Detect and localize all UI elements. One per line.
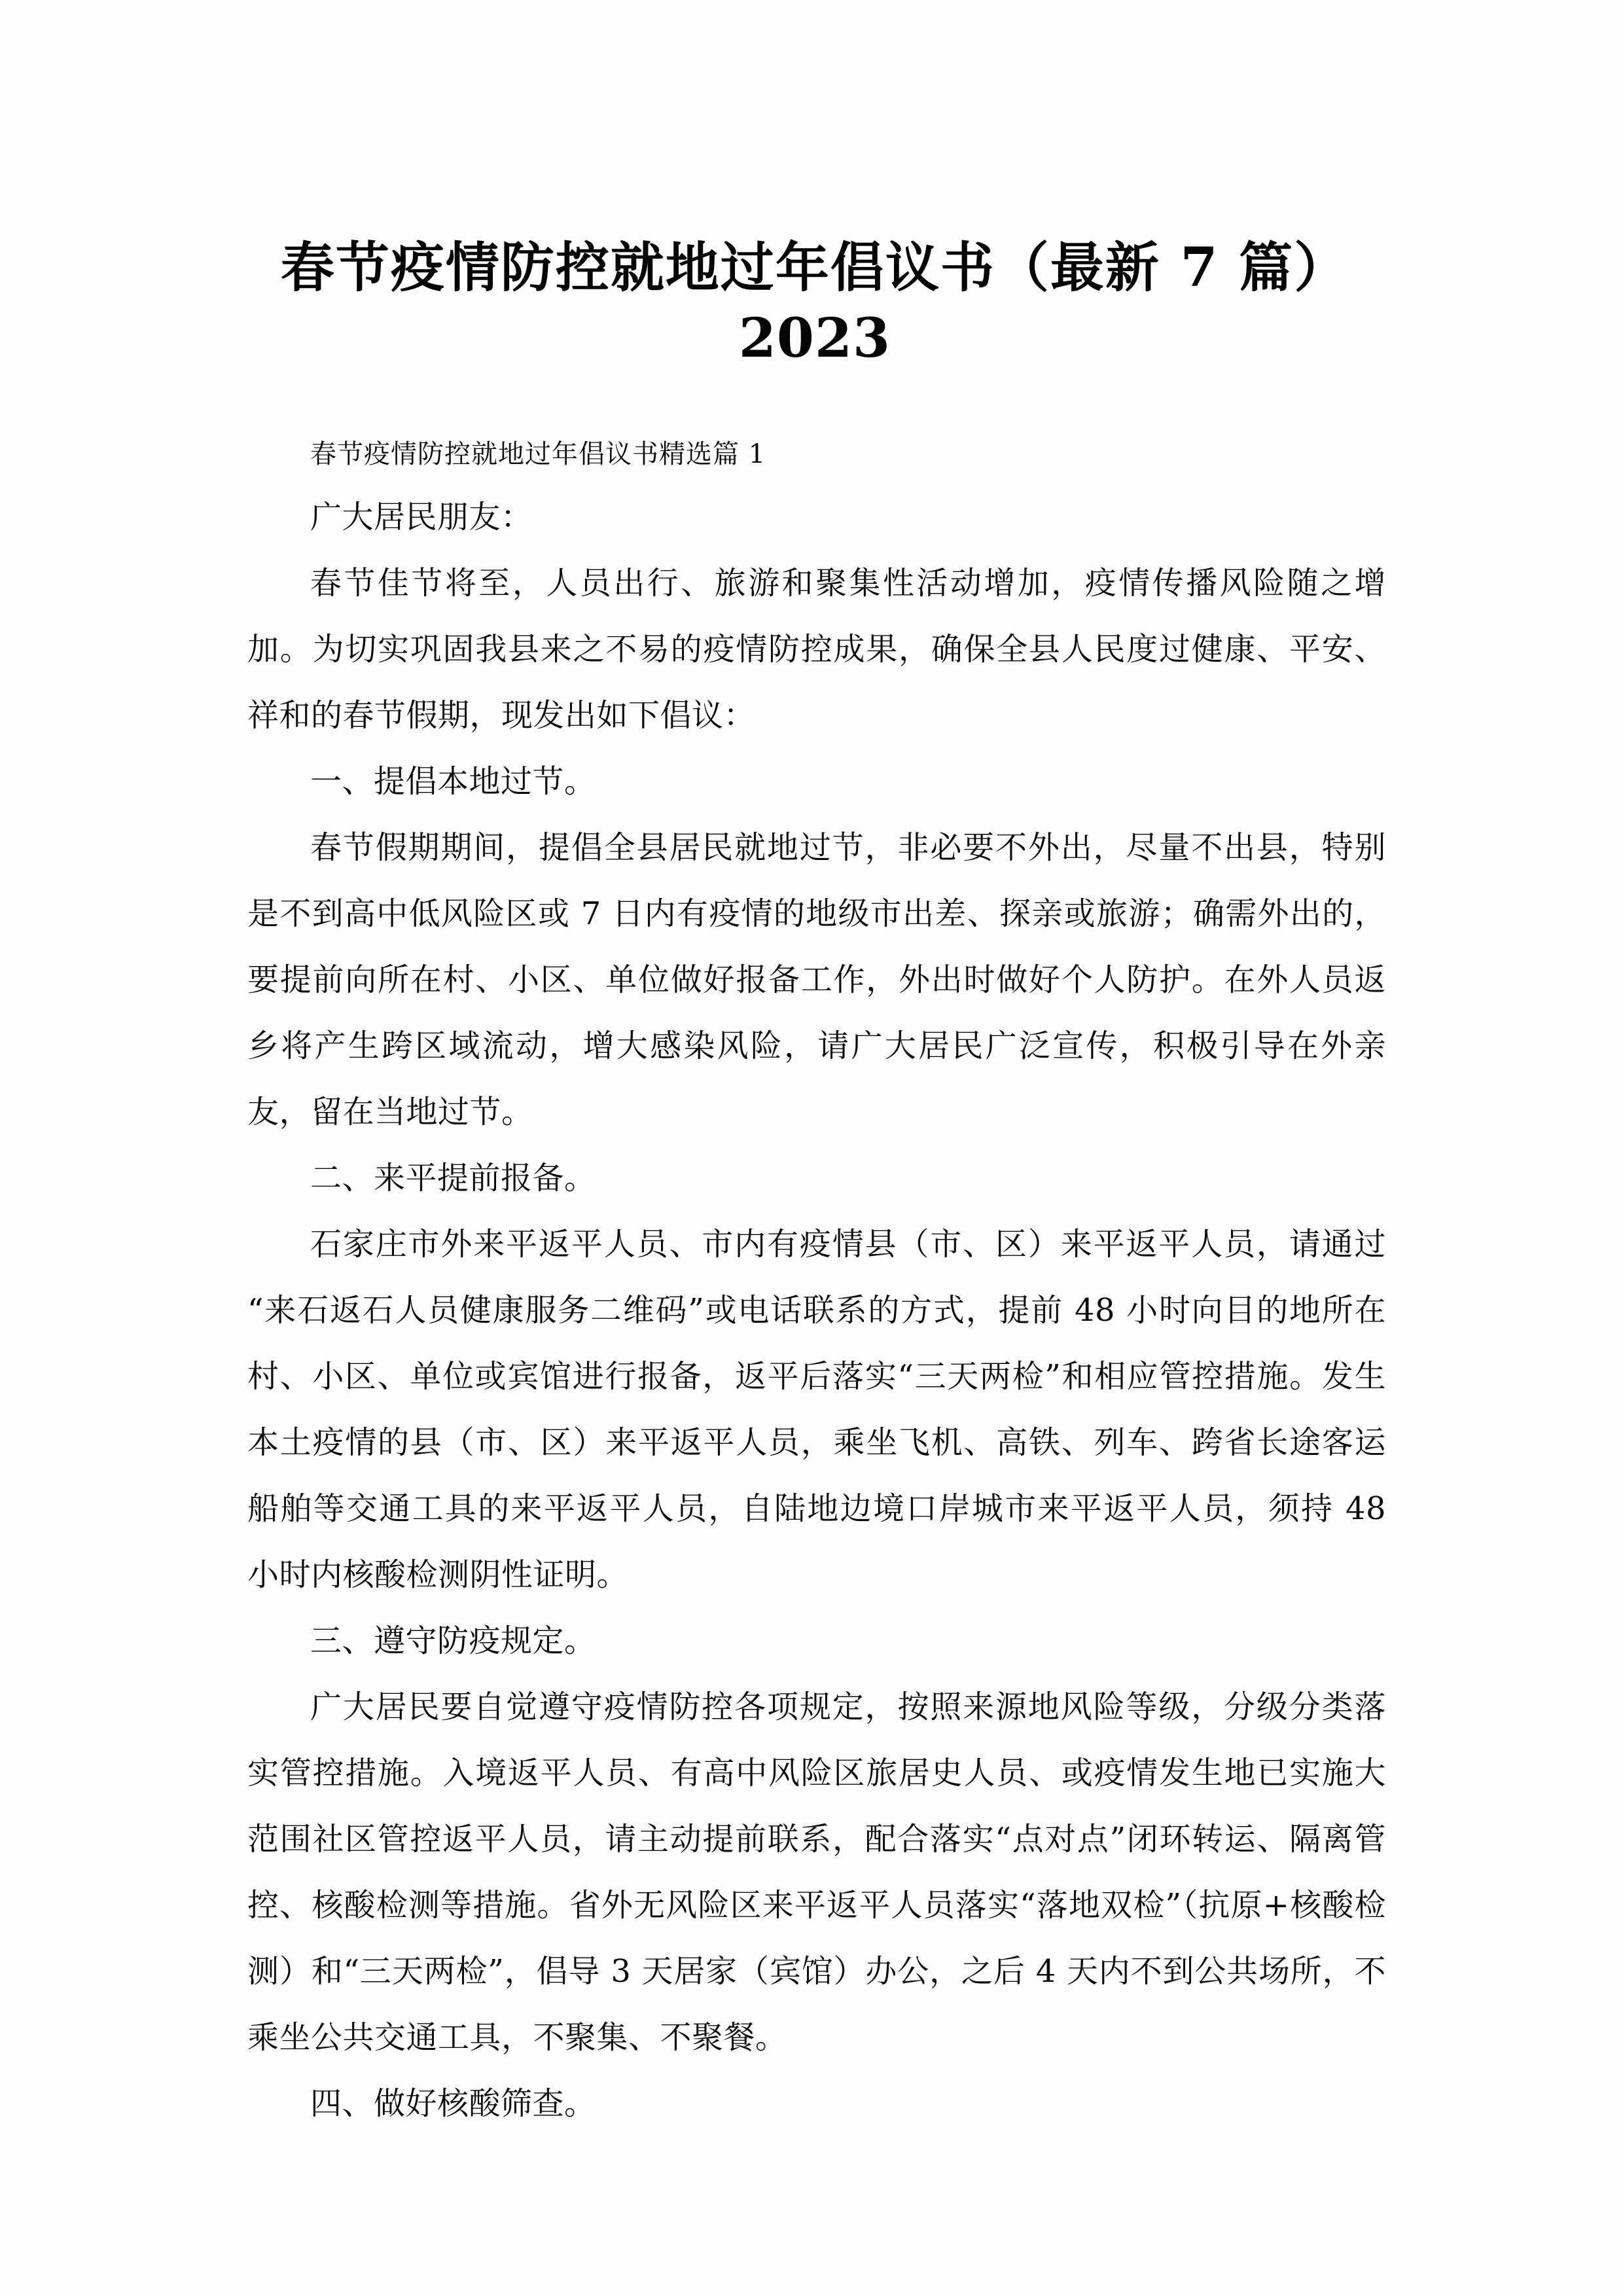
section-body-3: 广大居民要自觉遵守疫情防控各项规定，按照来源地风险等级，分级分类落实管控措施。入境返平人员、有高中风险区旅居史人员、或疫情发生地已实施大范围社区管控返平人员，请主动提前联系，配合落实“点对点”闭环转运、隔离管控、核酸检测等措施。省外无风险区来平返平人员落实“落地双检”（抗原+核酸检测）和“三天两检”，倡导 3 天居家（宾馆）办公，之后 4 天内不到公共场所，不乘坐公共交通工具，不聚集、不聚餐。	[247, 1689, 1386, 2056]
section-heading-2: 二、来平提前报备。	[310, 1160, 596, 1196]
page-title-line-2: 2023	[738, 307, 891, 370]
page-title	[216, 232, 1414, 374]
document-body	[247, 424, 1386, 2137]
section-heading-4: 四、做好核酸筛查。	[310, 2085, 596, 2122]
page-title-line-1: 春节疫情防控就地过年倡议书（最新 7 篇）	[280, 236, 1349, 299]
section-body-2: 石家庄市外来平返平人员、市内有疫情县（市、区）来平返平人员，请通过“来石返石人员健康服务二维码”或电话联系的方式，提前 48 小时向目的地所在村、小区、单位或宾馆进行报备，返平后落实“三天两检”和相应管控措施。发生本土疫情的县（市、区）来平返平人员，乘坐飞机、高铁、列车、跨省长途客运船舶等交通工具的来平返平人员，自陆地边境口岸城市来平返平人员，须持 48 小时内核酸检测阴性证明。	[247, 1226, 1386, 1593]
section-heading-1: 一、提倡本地过节。	[310, 763, 596, 800]
section-body-1: 春节假期期间，提倡全县居民就地过节，非必要不外出，尽量不出县，特别是不到高中低风险区或 7 日内有疫情的地级市出差、探亲或旅游；确需外出的，要提前向所在村、小区、单位做好报备工作，外出时做好个人防护。在外人员返乡将产生跨区域流动，增大感染风险，请广大居民广泛宣传，积极引导在外亲友，留在当地过节。	[247, 829, 1386, 1130]
section-heading-3: 三、遵守防疫规定。	[310, 1623, 596, 1659]
article-subtitle: 春节疫情防控就地过年倡议书精选篇 1	[310, 439, 766, 469]
paragraph-intro: 春节佳节将至，人员出行、旅游和聚集性活动增加，疫情传播风险随之增加。为切实巩固我县来之不易的疫情防控成果，确保全县人民度过健康、平安、祥和的春节假期，现发出如下倡议：	[247, 565, 1386, 734]
salutation: 广大居民朋友：	[310, 499, 533, 535]
